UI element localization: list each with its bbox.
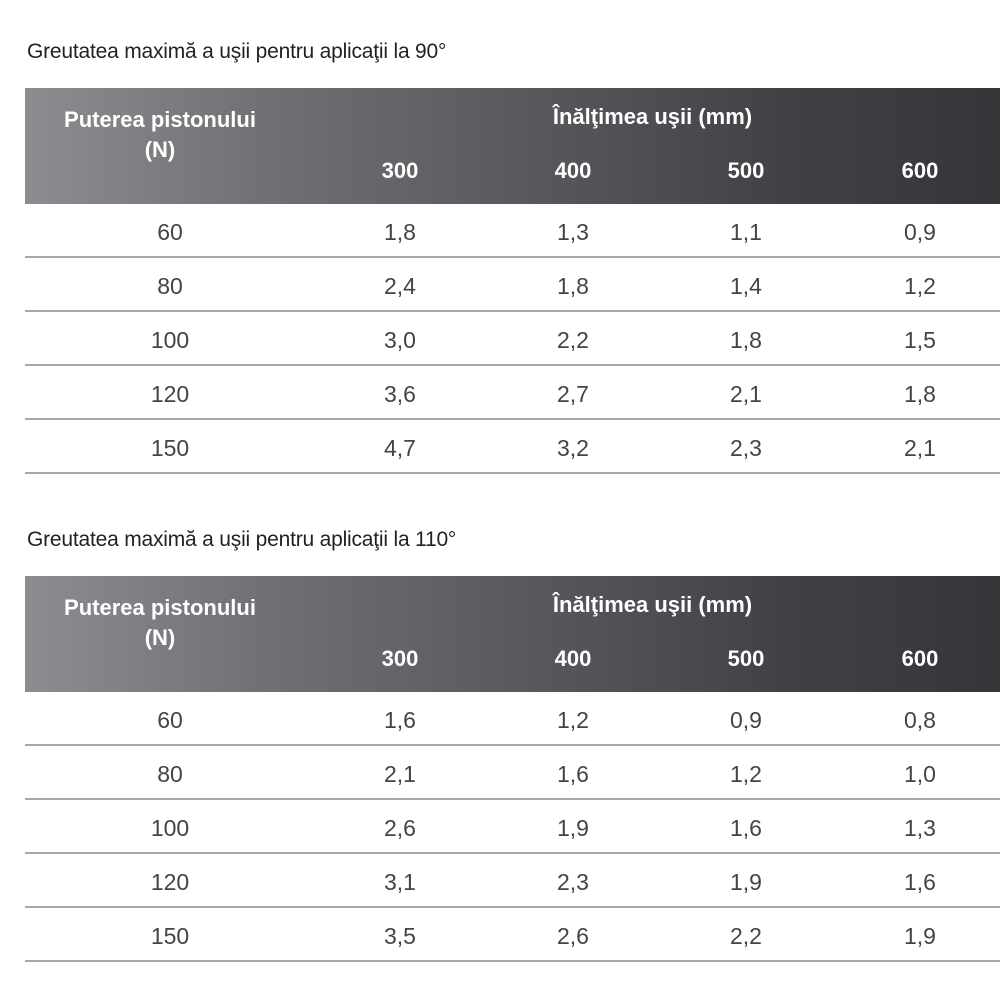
- table-header: [25, 576, 1000, 692]
- table-row: [25, 258, 1000, 312]
- piston-force-label: Puterea pistonului: [64, 107, 256, 132]
- door-height-header: Înălţimea uşii (mm): [552, 104, 753, 129]
- value-cell: 2,4: [384, 273, 416, 299]
- force-cell: 80: [157, 761, 183, 787]
- value-cell: 2,7: [557, 381, 589, 407]
- column-header: 400: [554, 158, 592, 183]
- value-cell: 1,8: [384, 219, 416, 245]
- value-cell: 1,6: [904, 869, 936, 895]
- value-cell: 2,1: [384, 761, 416, 787]
- force-cell: 100: [150, 327, 190, 353]
- column-header: 400: [554, 646, 592, 671]
- table-row: [25, 420, 1000, 474]
- piston-force-header: [25, 594, 295, 652]
- height-columns: [25, 158, 1000, 188]
- value-cell: 1,6: [384, 707, 416, 733]
- value-cell: 3,0: [384, 327, 416, 353]
- force-cell: 100: [150, 815, 190, 841]
- value-cell: 1,8: [730, 327, 762, 353]
- piston-force-label: Puterea pistonului: [64, 595, 256, 620]
- value-cell: 3,5: [384, 923, 416, 949]
- value-cell: 1,5: [904, 327, 936, 353]
- force-cell: 150: [150, 923, 190, 949]
- column-header: 500: [727, 158, 765, 183]
- table-row: [25, 204, 1000, 258]
- value-cell: 2,1: [904, 435, 936, 461]
- table-title: Greutatea maximă a uşii pentru aplicaţii la 90°: [27, 40, 447, 63]
- door-height-header: Înălţimea uşii (mm): [552, 592, 753, 617]
- column-header: 600: [901, 158, 939, 183]
- weight-table: [25, 88, 1000, 474]
- table-row: [25, 366, 1000, 420]
- table-row: [25, 746, 1000, 800]
- value-cell: 3,1: [384, 869, 416, 895]
- table-row: [25, 854, 1000, 908]
- piston-force-header: [25, 106, 295, 164]
- table-row: [25, 692, 1000, 746]
- value-cell: 3,2: [557, 435, 589, 461]
- value-cell: 1,9: [557, 815, 589, 841]
- value-cell: 2,1: [730, 381, 762, 407]
- value-cell: 2,2: [730, 923, 762, 949]
- value-cell: 0,9: [904, 219, 936, 245]
- value-cell: 2,6: [557, 923, 589, 949]
- column-header: 600: [901, 646, 939, 671]
- value-cell: 2,6: [384, 815, 416, 841]
- value-cell: 1,6: [557, 761, 589, 787]
- value-cell: 1,9: [730, 869, 762, 895]
- value-cell: 1,2: [904, 273, 936, 299]
- force-cell: 60: [157, 219, 183, 245]
- force-cell: 60: [157, 707, 183, 733]
- column-header: 300: [381, 158, 419, 183]
- value-cell: 1,9: [904, 923, 936, 949]
- value-cell: 1,4: [730, 273, 762, 299]
- value-cell: 4,7: [384, 435, 416, 461]
- table-row: [25, 312, 1000, 366]
- value-cell: 0,8: [904, 707, 936, 733]
- force-cell: 150: [150, 435, 190, 461]
- value-cell: 1,1: [730, 219, 762, 245]
- table-row: [25, 800, 1000, 854]
- weight-table: [25, 576, 1000, 962]
- piston-force-unit: (N): [144, 137, 176, 162]
- value-cell: 1,2: [730, 761, 762, 787]
- value-cell: 1,2: [557, 707, 589, 733]
- value-cell: 1,8: [557, 273, 589, 299]
- value-cell: 0,9: [730, 707, 762, 733]
- value-cell: 1,8: [904, 381, 936, 407]
- table-row: [25, 908, 1000, 962]
- value-cell: 2,3: [557, 869, 589, 895]
- force-cell: 80: [157, 273, 183, 299]
- value-cell: 2,3: [730, 435, 762, 461]
- value-cell: 1,3: [557, 219, 589, 245]
- value-cell: 1,0: [904, 761, 936, 787]
- height-columns: [25, 646, 1000, 676]
- column-header: 300: [381, 646, 419, 671]
- column-header: 500: [727, 646, 765, 671]
- value-cell: 2,2: [557, 327, 589, 353]
- table-header: [25, 88, 1000, 204]
- force-cell: 120: [150, 869, 190, 895]
- value-cell: 1,3: [904, 815, 936, 841]
- force-cell: 120: [150, 381, 190, 407]
- value-cell: 1,6: [730, 815, 762, 841]
- piston-force-unit: (N): [144, 625, 176, 650]
- value-cell: 3,6: [384, 381, 416, 407]
- table-title: Greutatea maximă a uşii pentru aplicaţii la 110°: [27, 528, 457, 551]
